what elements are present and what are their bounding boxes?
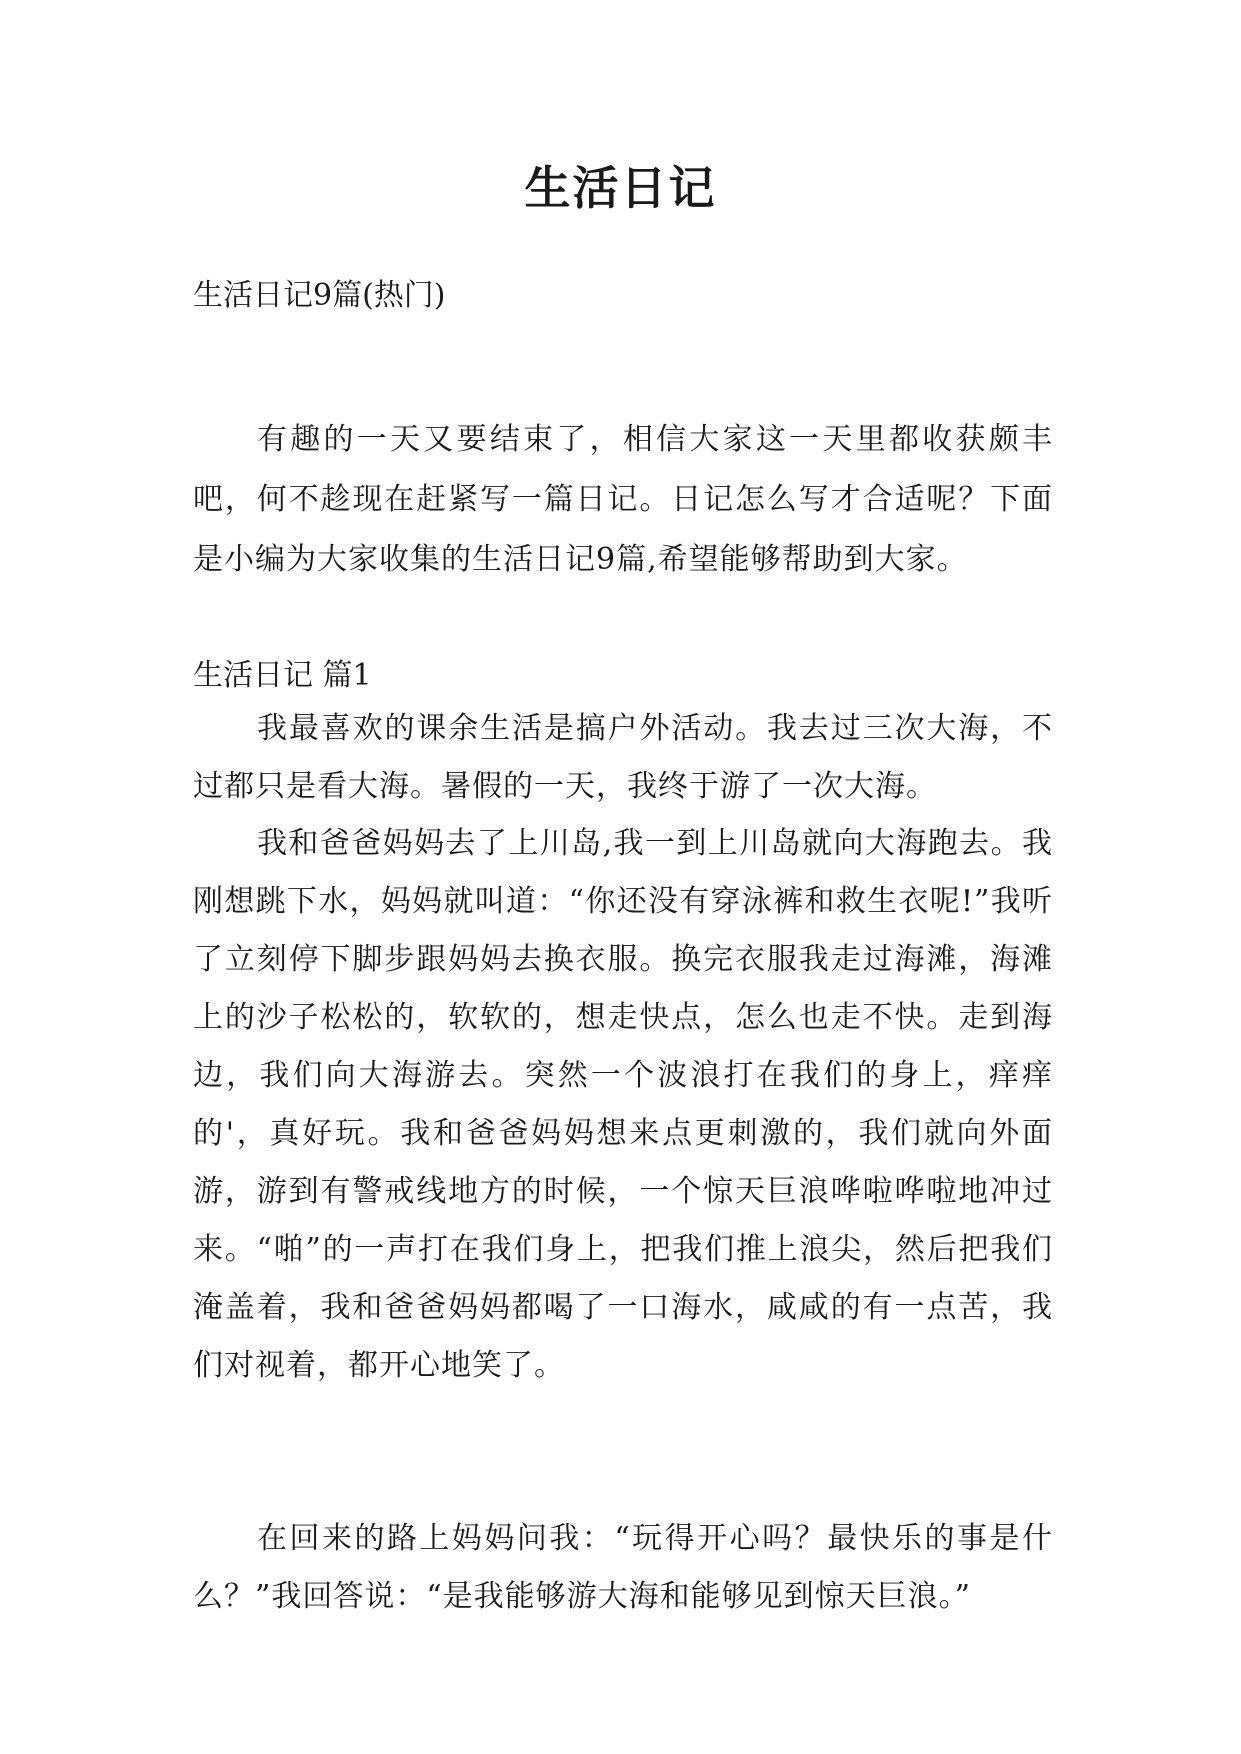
body-paragraph-1: 我最喜欢的课余生活是搞户外活动。我去过三次大海，不过都只是看大海。暑假的一天，我终于游了一次大海。 [193, 711, 1053, 804]
section-heading: 生活日记 篇1 [193, 658, 372, 693]
body-paragraph-2: 我和爸爸妈妈去了上川岛,我一到上川岛就向大海跑去。我刚想跳下水，妈妈就叫道：“你还没有穿泳裤和救生衣呢!”我听了立刻停下脚步跟妈妈去换衣服。换完衣服我走过海滩，海滩上的沙子松松的，软软的，想走快点，怎么也走不快。走到海边，我们向大海游去。突然一个波浪打在我们的身上，痒痒的'，真好玩。我和爸爸妈妈想来点更刺激的，我们就向外面游，游到有警戒线地方的时候，一个惊天巨浪哗啦哗啦地冲过来。“啪”的一声打在我们身上，把我们推上浪尖，然后把我们淹盖着，我和爸爸妈妈都喝了一口海水，咸咸的有一点苦，我们对视着，都开心地笑了。 [193, 826, 1053, 1383]
body-paragraph-3: 在回来的路上妈妈问我：“玩得开心吗？最快乐的事是什么？”我回答说：“是我能够游大海和能够见到惊天巨浪。” [193, 1521, 1053, 1614]
intro-paragraph: 有趣的一天又要结束了，相信大家这一天里都收获颇丰吧，何不趁现在赶紧写一篇日记。日记怎么写才合适呢？下面是小编为大家收集的生活日记9篇,希望能够帮助到大家。 [193, 422, 1053, 577]
document-subtitle: 生活日记9篇(热门) [193, 278, 446, 313]
page-title: 生活日记 [524, 161, 717, 215]
